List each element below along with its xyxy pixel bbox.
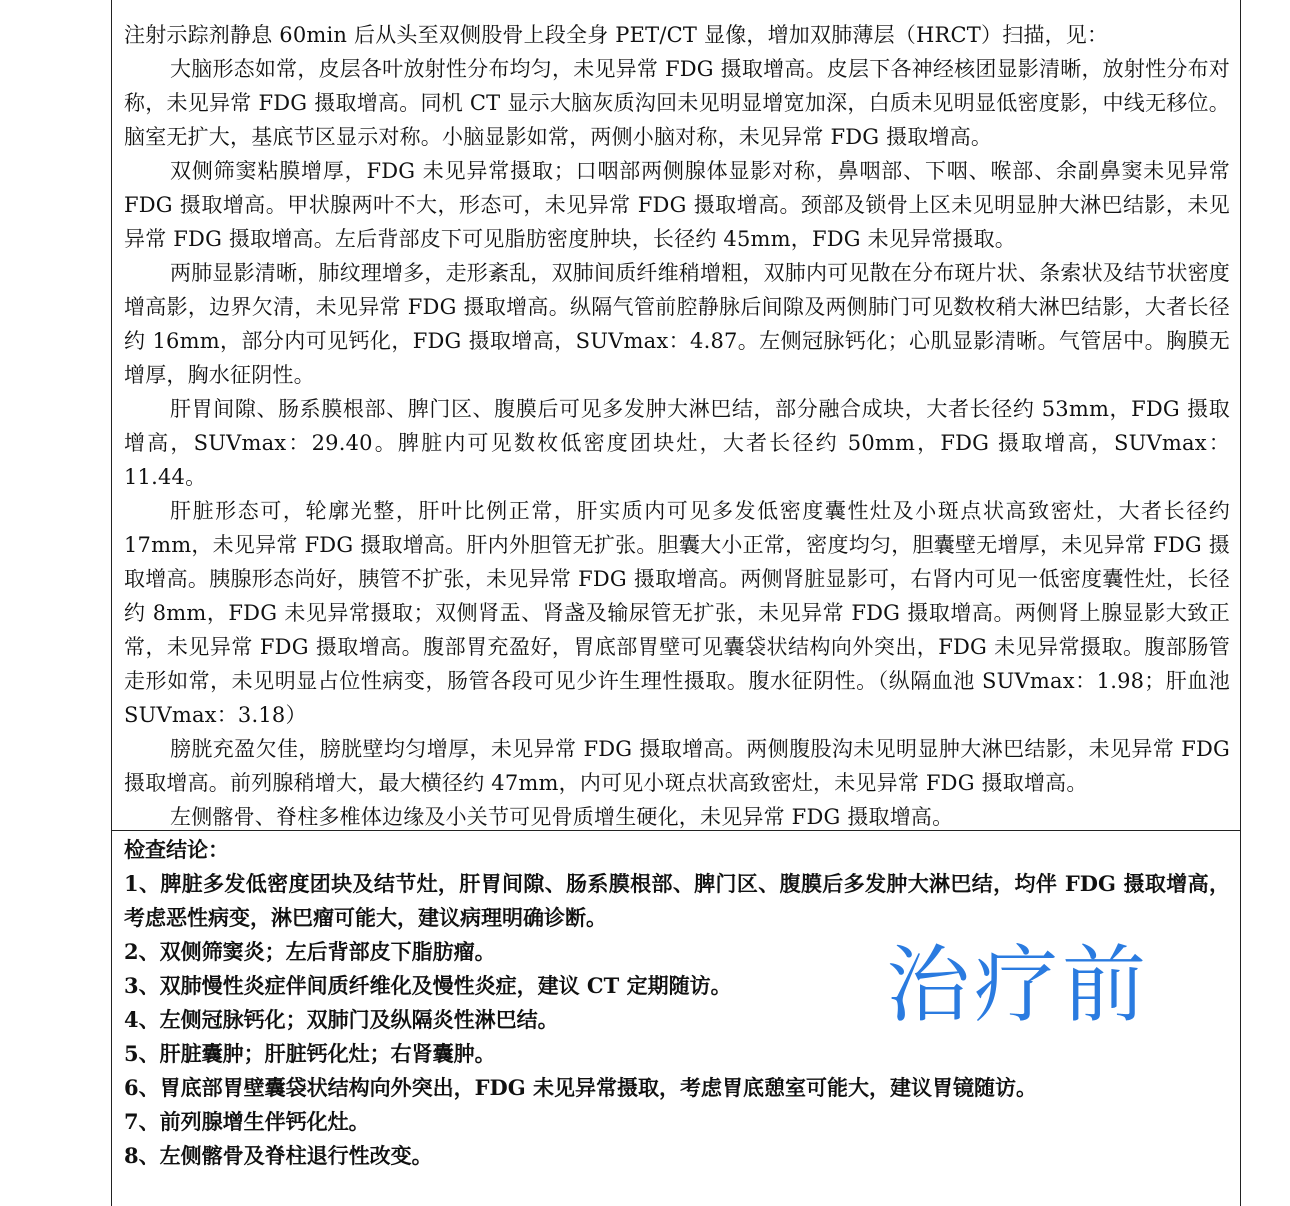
- findings-pelvis: 膀胱充盈欠佳，膀胱壁均匀增厚，未见异常 FDG 摄取增高。两侧腹股沟未见明显肿大淋巴结影，未见异常 FDG 摄取增高。前列腺稍增大，最大横径约 47mm，内可见小斑点状高致密灶，未见异常 FDG 摄取增高。: [124, 737, 1230, 795]
- conclusion-item-3: 3、双肺慢性炎症伴间质纤维化及慢性炎症，建议 CT 定期随访。: [124, 973, 732, 998]
- findings-section: [124, 18, 1230, 834]
- conclusion-heading: 检查结论：: [124, 837, 229, 862]
- findings-head-neck: 双侧筛窦粘膜增厚，FDG 未见异常摄取；口咽部两侧腺体显影对称，鼻咽部、下咽、喉部、余副鼻窦未见异常 FDG 摄取增高。甲状腺两叶不大，形态可，未见异常 FDG 摄取增高。颈部及锁骨上区未见明显肿大淋巴结影，未见异常 FDG 摄取增高。左后背部皮下可见脂肪密度肿块，长径约 45mm，FDG 未见异常摄取。: [124, 159, 1230, 251]
- table-border-right: [1240, 0, 1241, 1206]
- conclusion-item-4: 4、左侧冠脉钙化；双肺门及纵隔炎性淋巴结。: [124, 1007, 559, 1032]
- findings-abdomen: 肝脏形态可，轮廓光整，肝叶比例正常，肝实质内可见多发低密度囊性灶及小斑点状高致密灶，大者长径约 17mm，未见异常 FDG 摄取增高。肝内外胆管无扩张。胆囊大小正常，密度均匀，胆囊壁无增厚，未见异常 FDG 摄取增高。胰腺形态尚好，胰管不扩张，未见异常 FDG 摄取增高。两侧肾脏显影可，右肾内可见一低密度囊性灶，长径约 8mm，FDG 未见异常摄取；双侧肾盂、肾盏及输尿管无扩张，未见异常 FDG 摄取增高。两侧肾上腺显影大致正常，未见异常 FDG 摄取增高。腹部胃充盈好，胃底部胃壁可见囊袋状结构向外突出，FDG 未见异常摄取。腹部肠管走形如常，未见明显占位性病变，肠管各段可见少许生理性摄取。腹水征阴性。（纵隔血池 SUVmax：1.98；肝血池 SUVmax：3.18）: [124, 499, 1230, 727]
- conclusion-item-8: 8、左侧髂骨及脊柱退行性改变。: [124, 1143, 433, 1168]
- findings-chest: 两肺显影清晰，肺纹理增多，走形紊乱，双肺间质纤维稍增粗，双肺内可见散在分布斑片状、条索状及结节状密度增高影，边界欠清，未见异常 FDG 摄取增高。纵隔气管前腔静脉后间隙及两侧肺门可见数枚稍大淋巴结影，大者长径约 16mm，部分内可见钙化，FDG 摄取增高，SUVmax：4.87。左侧冠脉钙化；心肌显影清晰。气管居中。胸膜无增厚，胸水征阴性。: [124, 261, 1230, 387]
- table-border-left: [111, 0, 112, 1206]
- findings-lymph-spleen: 肝胃间隙、肠系膜根部、脾门区、腹膜后可见多发肿大淋巴结，部分融合成块，大者长径约 53mm，FDG 摄取增高，SUVmax：29.40。脾脏内可见数枚低密度团块灶，大者长径约 50mm，FDG 摄取增高，SUVmax：11.44。: [124, 397, 1230, 489]
- conclusion-item-5: 5、肝脏囊肿；肝脏钙化灶；右肾囊肿。: [124, 1041, 496, 1066]
- findings-intro: 注射示踪剂静息 60min 后从头至双侧股骨上段全身 PET/CT 显像，增加双肺薄层（HRCT）扫描，见：: [124, 23, 1109, 47]
- conclusion-item-2: 2、双侧筛窦炎；左后背部皮下脂肪瘤。: [124, 939, 496, 964]
- findings-bone: 左侧髂骨、脊柱多椎体边缘及小关节可见骨质增生硬化，未见异常 FDG 摄取增高。: [170, 805, 954, 829]
- conclusion-item-1: 1、脾脏多发低密度团块及结节灶，肝胃间隙、肠系膜根部、脾门区、腹膜后多发肿大淋巴结，均伴 FDG 摄取增高，考虑恶性病变，淋巴瘤可能大，建议病理明确诊断。: [124, 871, 1230, 930]
- findings-brain: 大脑形态如常，皮层各叶放射性分布均匀，未见异常 FDG 摄取增高。皮层下各神经核团显影清晰，放射性分布对称，未见异常 FDG 摄取增高。同机 CT 显示大脑灰质沟回未见明显增宽加深，白质未见明显低密度影，中线无移位。脑室无扩大，基底节区显示对称。小脑显影如常，两侧小脑对称，未见异常 FDG 摄取增高。: [124, 57, 1230, 149]
- conclusion-item-7: 7、前列腺增生伴钙化灶。: [124, 1109, 370, 1134]
- before-treatment-annotation: 治疗前: [886, 936, 1151, 1034]
- conclusion-item-6: 6、胃底部胃壁囊袋状结构向外突出，FDG 未见异常摄取，考虑胃底憩室可能大，建议胃镜随访。: [124, 1075, 1037, 1100]
